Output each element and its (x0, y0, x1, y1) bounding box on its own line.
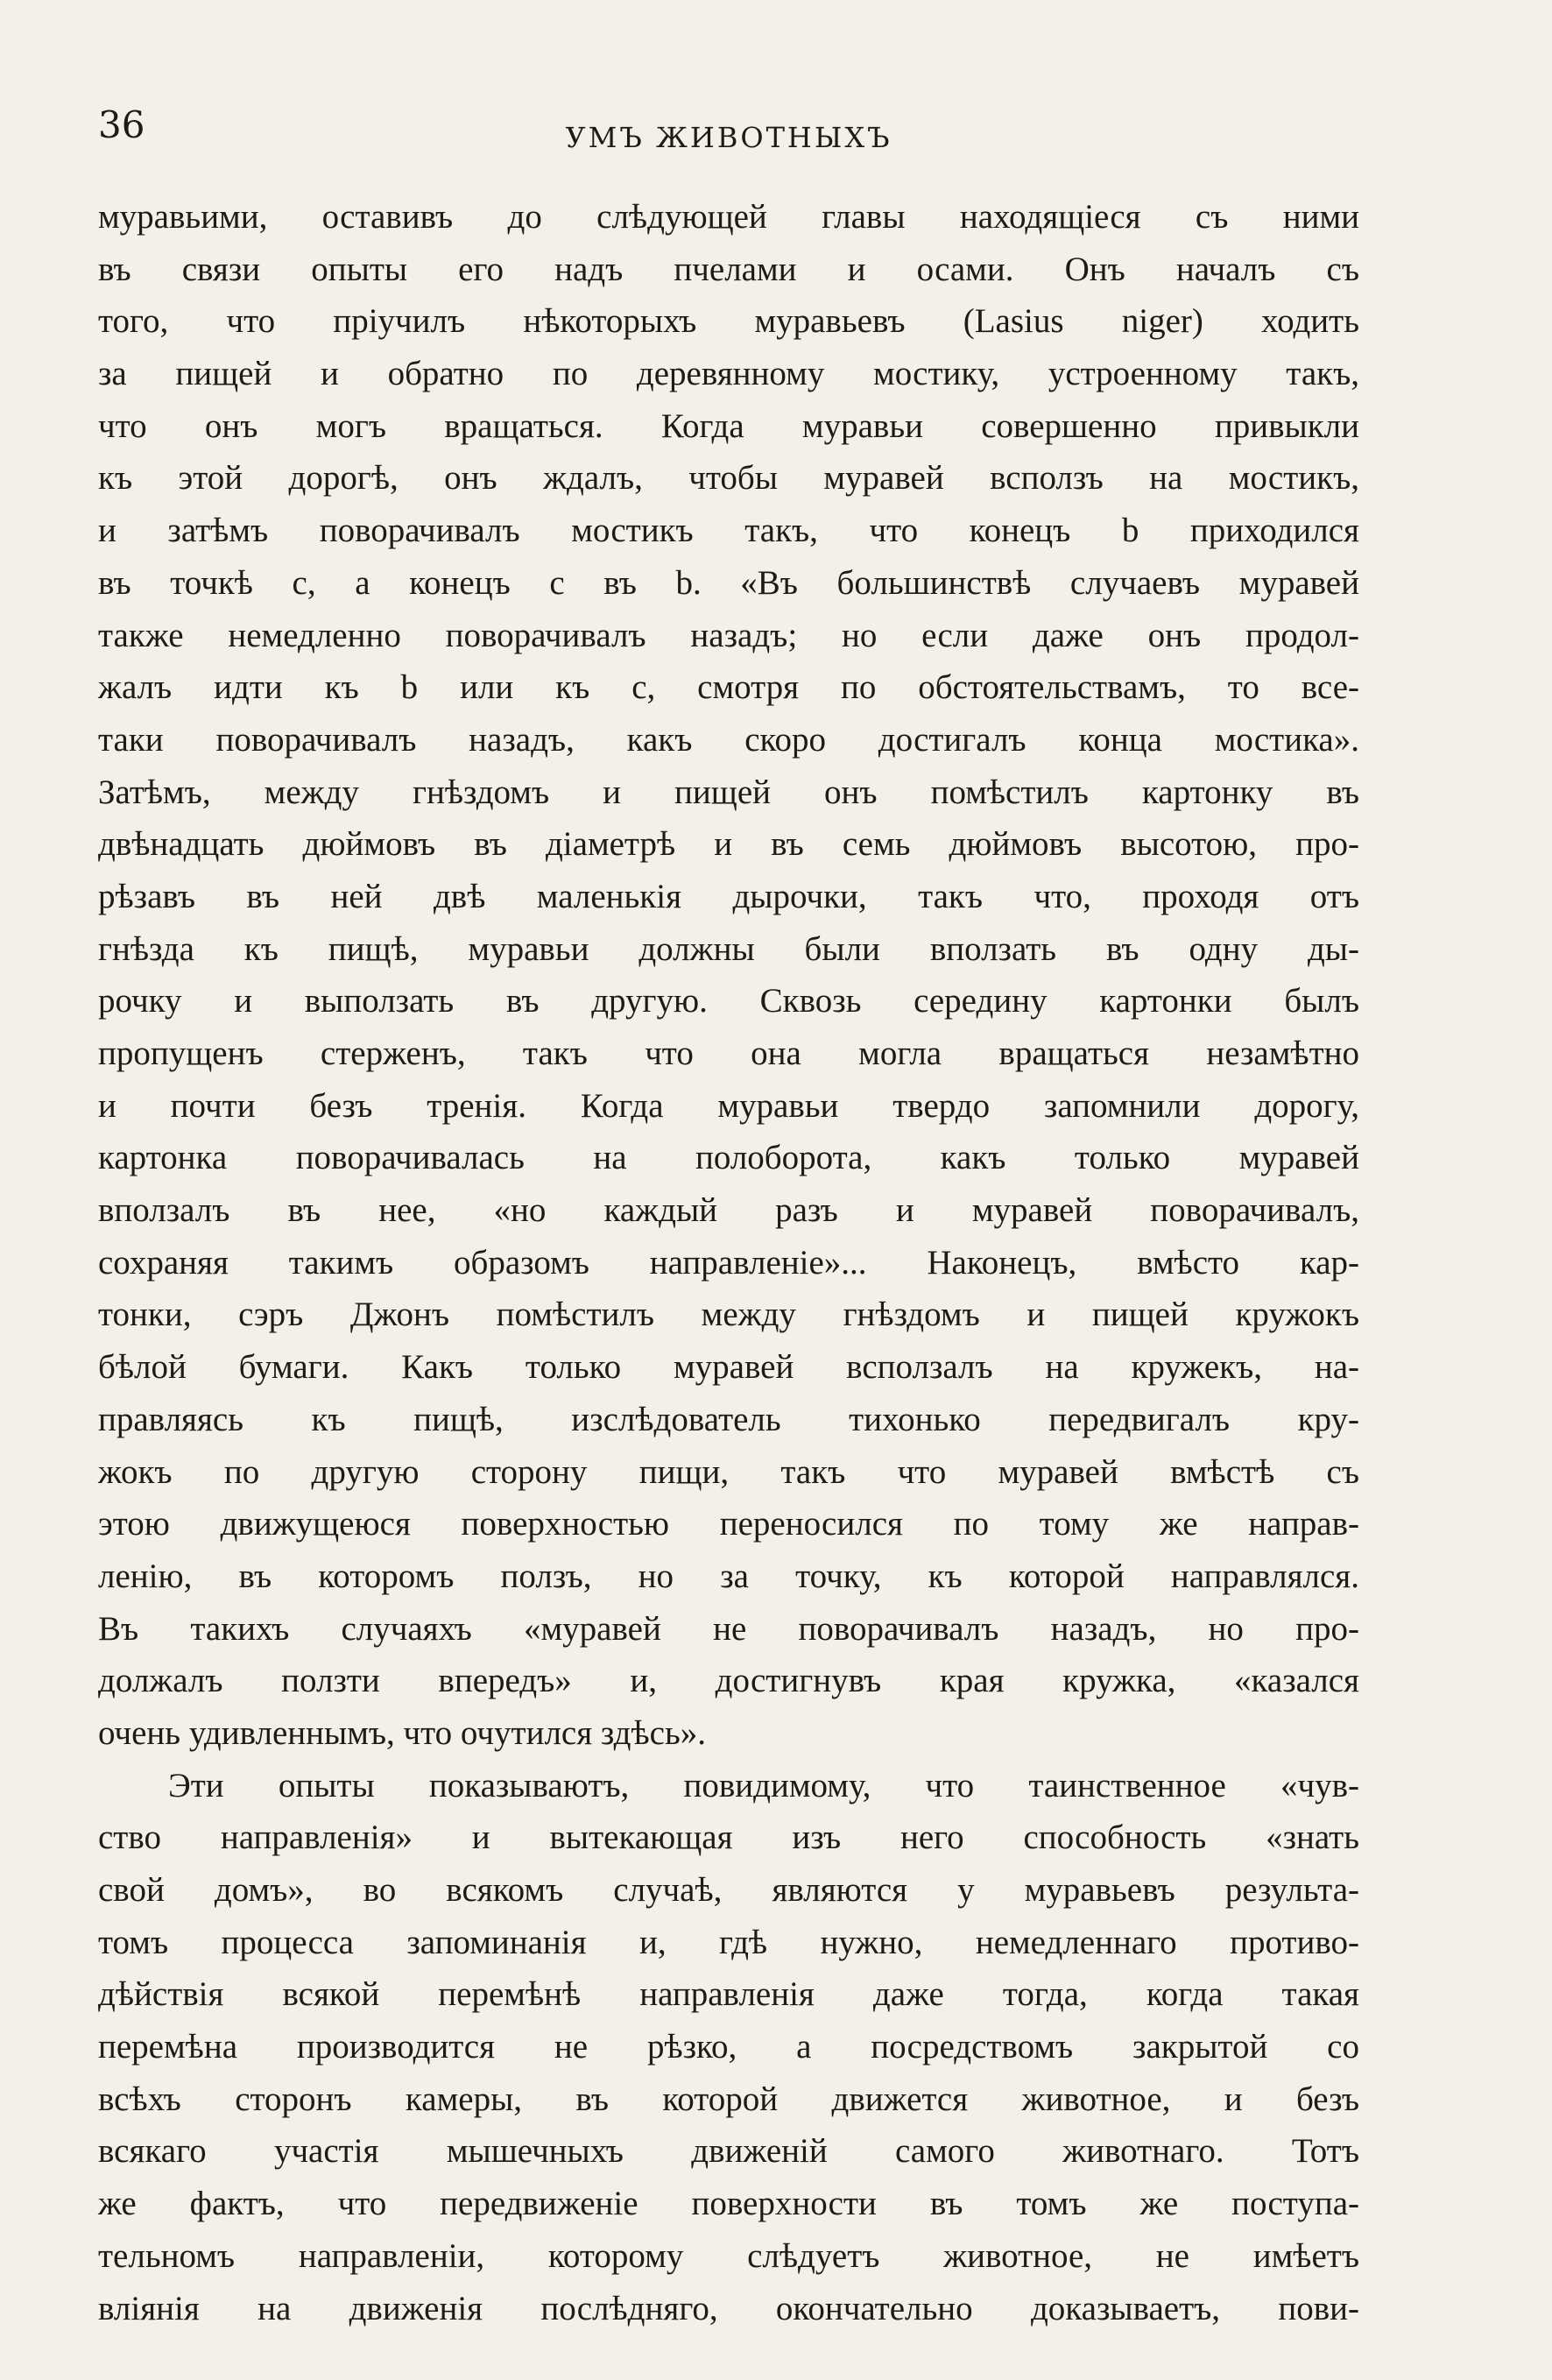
text-line: тонки, сэръ Джонъ помѣстилъ между гнѣздомъ и пищей кружокъ (98, 1296, 1359, 1334)
text-line: въ точкѣ с, а конецъ с въ b. «Въ большинствѣ случаевъ муравей (98, 563, 1359, 602)
text-line: въ связи опыты его надъ пчелами и осами. Онъ началъ съ (98, 250, 1359, 288)
text-line: Въ такихъ случаяхъ «муравей не поворачивалъ назадъ, но про- (98, 1609, 1359, 1648)
text-line: таки поворачивалъ назадъ, какъ скоро достигалъ конца мостика». (98, 720, 1359, 759)
text-line: Затѣмъ, между гнѣздомъ и пищей онъ помѣстилъ картонку въ (98, 773, 1359, 811)
text-line: рѣзавъ въ ней двѣ маленькія дырочки, такъ что, проходя отъ (98, 877, 1359, 915)
text-line: ленію, въ которомъ ползъ, но за точку, къ которой направлялся. (98, 1557, 1359, 1595)
text-line: всякаго участія мышечныхъ движеній самого животнаго. Тотъ (98, 2132, 1359, 2171)
paragraph-first-line: Эти опыты показываютъ, повидимому, что таинственное «чув- (168, 1766, 1359, 1804)
body-text (98, 191, 1359, 2334)
text-line: томъ процесса запоминанія и, гдѣ нужно, немедленнаго противо- (98, 1923, 1359, 1961)
text-line: что онъ могъ вращаться. Когда муравьи совершенно привыкли (98, 406, 1359, 445)
text-line: всѣхъ сторонъ камеры, въ которой движется животное, и безъ (98, 2080, 1359, 2118)
text-line: тельномъ направленіи, которому слѣдуетъ животное, не имѣетъ (98, 2236, 1359, 2275)
page-header (98, 103, 1359, 173)
text-line: правляясь къ пищѣ, изслѣдователь тихонько передвигалъ кру- (98, 1400, 1359, 1438)
text-line: муравьими, оставивъ до слѣдующей главы находящіеся съ ними (98, 198, 1359, 236)
text-line: дѣйствія всякой перемѣнѣ направленія даже тогда, когда такая (98, 1975, 1359, 2014)
text-line: сохраняя такимъ образомъ направленіе»... Наконецъ, вмѣсто кар- (98, 1243, 1359, 1282)
text-line: также немедленно поворачивалъ назадъ; но если даже онъ продол- (98, 616, 1359, 654)
text-line: жокъ по другую сторону пищи, такъ что муравей вмѣстѣ съ (98, 1452, 1359, 1491)
text-line: свой домъ», во всякомъ случаѣ, являются у муравьевъ результа- (98, 1871, 1359, 1909)
text-line: картонка поворачивалась на полоборота, какъ только муравей (98, 1139, 1359, 1177)
text-line: того, что пріучилъ нѣкоторыхъ муравьевъ (Lasius niger) ходить (98, 302, 1359, 341)
text-line: и почти безъ тренія. Когда муравьи твердо запомнили дорогу, (98, 1086, 1359, 1125)
page-number: 36 (98, 103, 145, 146)
text-line: бѣлой бумаги. Какъ только муравей всползалъ на кружекъ, на- (98, 1348, 1359, 1387)
text-line: вползалъ въ нее, «но каждый разъ и муравей поворачивалъ, (98, 1191, 1359, 1230)
text-line: же фактъ, что передвиженіе поверхности въ томъ же поступа- (98, 2185, 1359, 2223)
text-line: за пищей и обратно по деревянному мостику, устроенному такъ, (98, 355, 1359, 393)
paragraph-last-line: очень удивленнымъ, что очутился здѣсь». (98, 1713, 706, 1752)
text-line: должалъ ползти впередъ» и, достигнувъ края кружка, «казался (98, 1662, 1359, 1700)
text-line: ство направленія» и вытекающая изъ него способность «знать (98, 1819, 1359, 1857)
text-line: къ этой дорогѣ, онъ ждалъ, чтобы муравей всползъ на мостикъ, (98, 459, 1359, 498)
text-line: жалъ идти къ b или къ с, смотря по обстоятельствамъ, то все- (98, 668, 1359, 707)
text-line: и затѣмъ поворачивалъ мостикъ такъ, что конецъ b приходился (98, 512, 1359, 550)
text-line: гнѣзда къ пищѣ, муравьи должны были вползать въ одну ды- (98, 929, 1359, 968)
text-line: рочку и выползать въ другую. Сквозь середину картонки былъ (98, 982, 1359, 1021)
text-line: пропущенъ стерженъ, такъ что она могла вращаться незамѣтно (98, 1035, 1359, 1072)
text-line: этою движущеюся поверхностью переносился по тому же направ- (98, 1505, 1359, 1543)
text-line: двѣнадцать дюймовъ въ діаметрѣ и въ семь дюймовъ высотою, про- (98, 825, 1359, 864)
text-line: вліянія на движенія послѣдняго, окончательно доказываетъ, пови- (98, 2289, 1359, 2327)
text-line: перемѣна производится не рѣзко, а посредствомъ закрытой со (98, 2028, 1359, 2066)
running-title: УМЪ ЖИВОТНЫХЪ (565, 121, 892, 154)
